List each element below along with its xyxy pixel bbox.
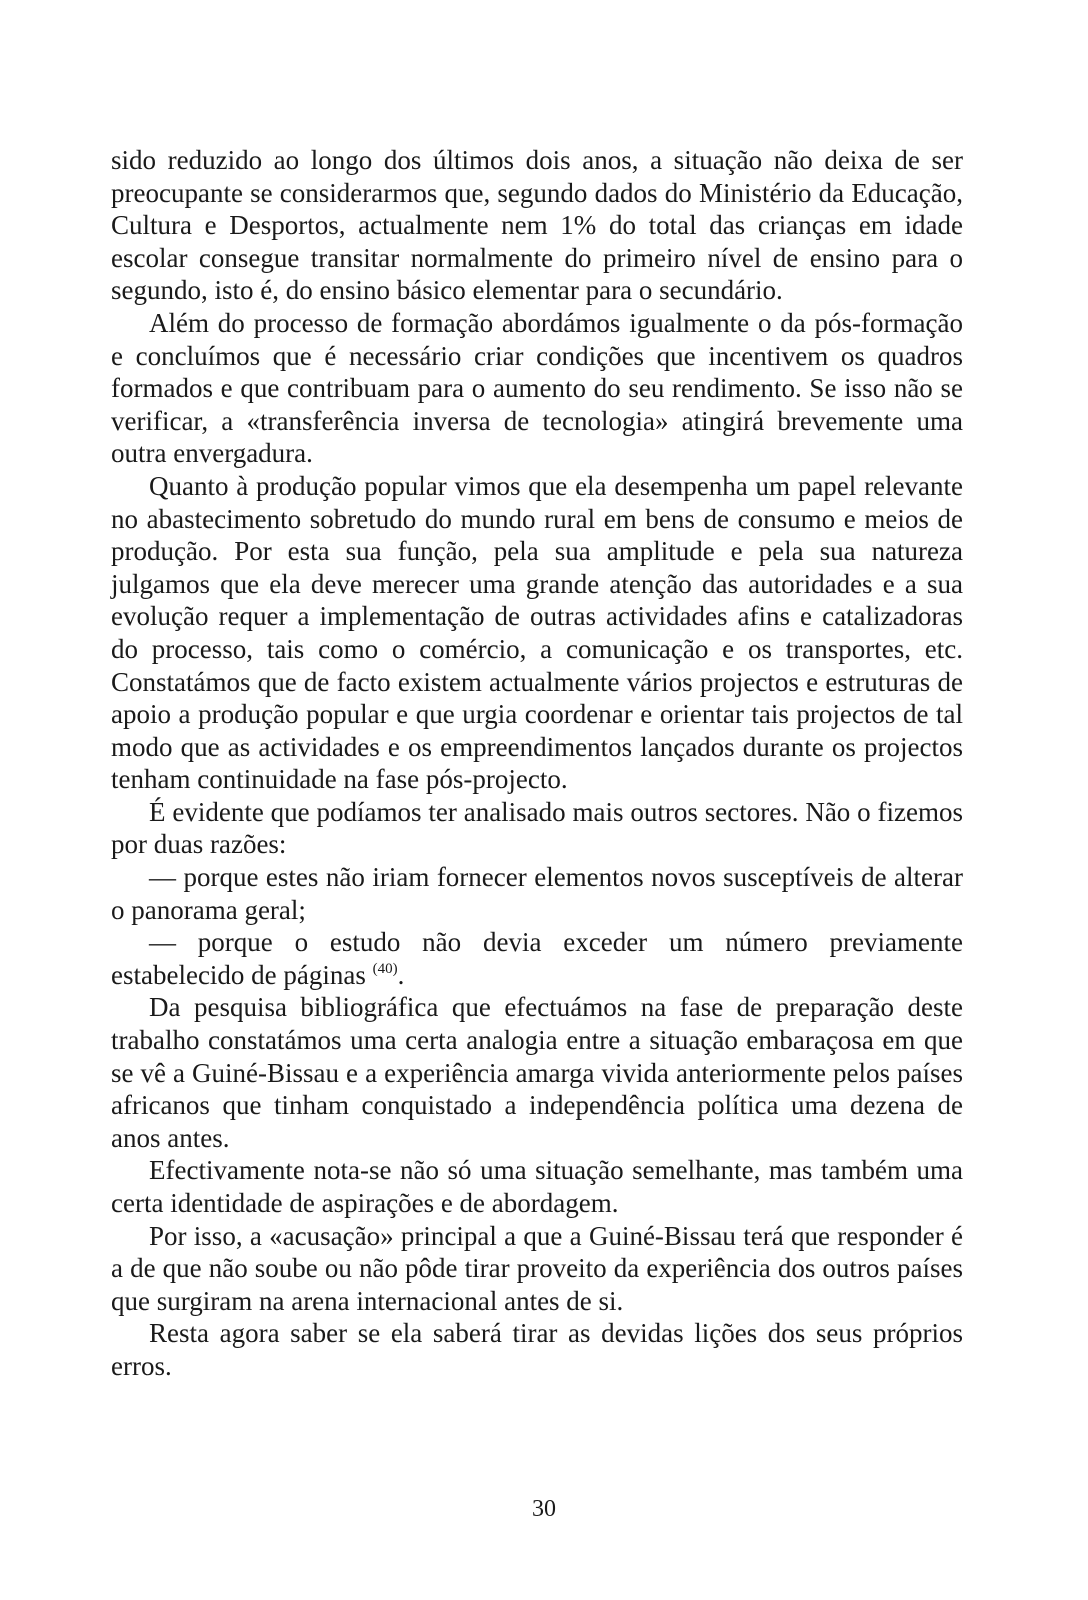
paragraph-similar-situation: Efectivamente nota-se não só uma situação semelhante, mas também uma certa identidade de aspirações e de abordagem. — [111, 1155, 963, 1218]
reason-2-text: — porque o estudo não devia exceder um número previamente estabelecido de páginas — [111, 927, 963, 990]
footnote-reference[interactable]: (40) — [372, 960, 398, 977]
paragraph-popular-production: Quanto à produção popular vimos que ela desempenha um papel relevante no abastecimento sobretudo do mundo rural em bens de consumo e meios de produção. Por esta sua função, pela sua amplitude e pela sua natureza julgamos que ela deve merecer uma grande atenção das autoridades e a sua evolução requer a implementação de outras actividades afins e catalizadoras do processo, tais como o comércio, a comunicação e os transportes, etc. Constatámos que de facto existem actualmente vários projectos e estruturas de apoio a produção popular e que urgia coordenar e orientar tais projectos de tal modo que as actividades e os empreendimentos lançados durante os projectos tenham continuidade na fase pós-projecto. — [111, 470, 963, 795]
paragraph-post-training: Além do processo de formação abordámos igualmente o da pós-formação e concluímos que é necessário criar condições que incentivem os quadros formados e que contribuam para o aumento do seu rendimento. Se isso não se verificar, a «transferência inversa de tecnologia» atingirá brevemente uma outra envergadura. — [111, 307, 963, 469]
paragraph-other-sectors: É evidente que podíamos ter analisado mais outros sectores. Não o fizemos por duas razões: — [111, 796, 963, 860]
paragraph-bibliographic-research: Da pesquisa bibliográfica que efectuámos na fase de preparação deste trabalho constatámos uma certa analogia entre a situação embaraçosa em que se vê a Guiné-Bissau e a experiência amarga vivida anteriormente pelos países africanos que tinham conquistado a independência política uma dezena de anos antes. — [111, 992, 963, 1153]
page-number: 30 — [532, 1496, 556, 1522]
page-body — [111, 144, 963, 1383]
list-item-reason-2 — [111, 926, 963, 991]
paragraph-accusation: Por isso, a «acusação» principal a que a Guiné-Bissau terá que responder é a de que não soube ou não pôde tirar proveito da experiência dos outros países que surgiram na arena internacional antes de si. — [111, 1220, 963, 1316]
paragraph-education: sido reduzido ao longo dos últimos dois anos, a situação não deixa de ser preocupante se considerarmos que, segundo dados do Ministério da Educação, Cultura e Desportos, actualmente nem 1% do total das crianças em idade escolar consegue transitar normalmente do primeiro nível de ensino para o segundo, isto é, do ensino básico elementar para o secundário. — [111, 145, 963, 306]
footnote-trailing-period: . — [397, 959, 405, 990]
paragraph-lessons: Resta agora saber se ela saberá tirar as devidas lições dos seus próprios erros. — [111, 1318, 963, 1381]
list-item-reason-1: — porque estes não iriam fornecer elementos novos susceptíveis de alterar o panorama geral; — [111, 862, 963, 925]
